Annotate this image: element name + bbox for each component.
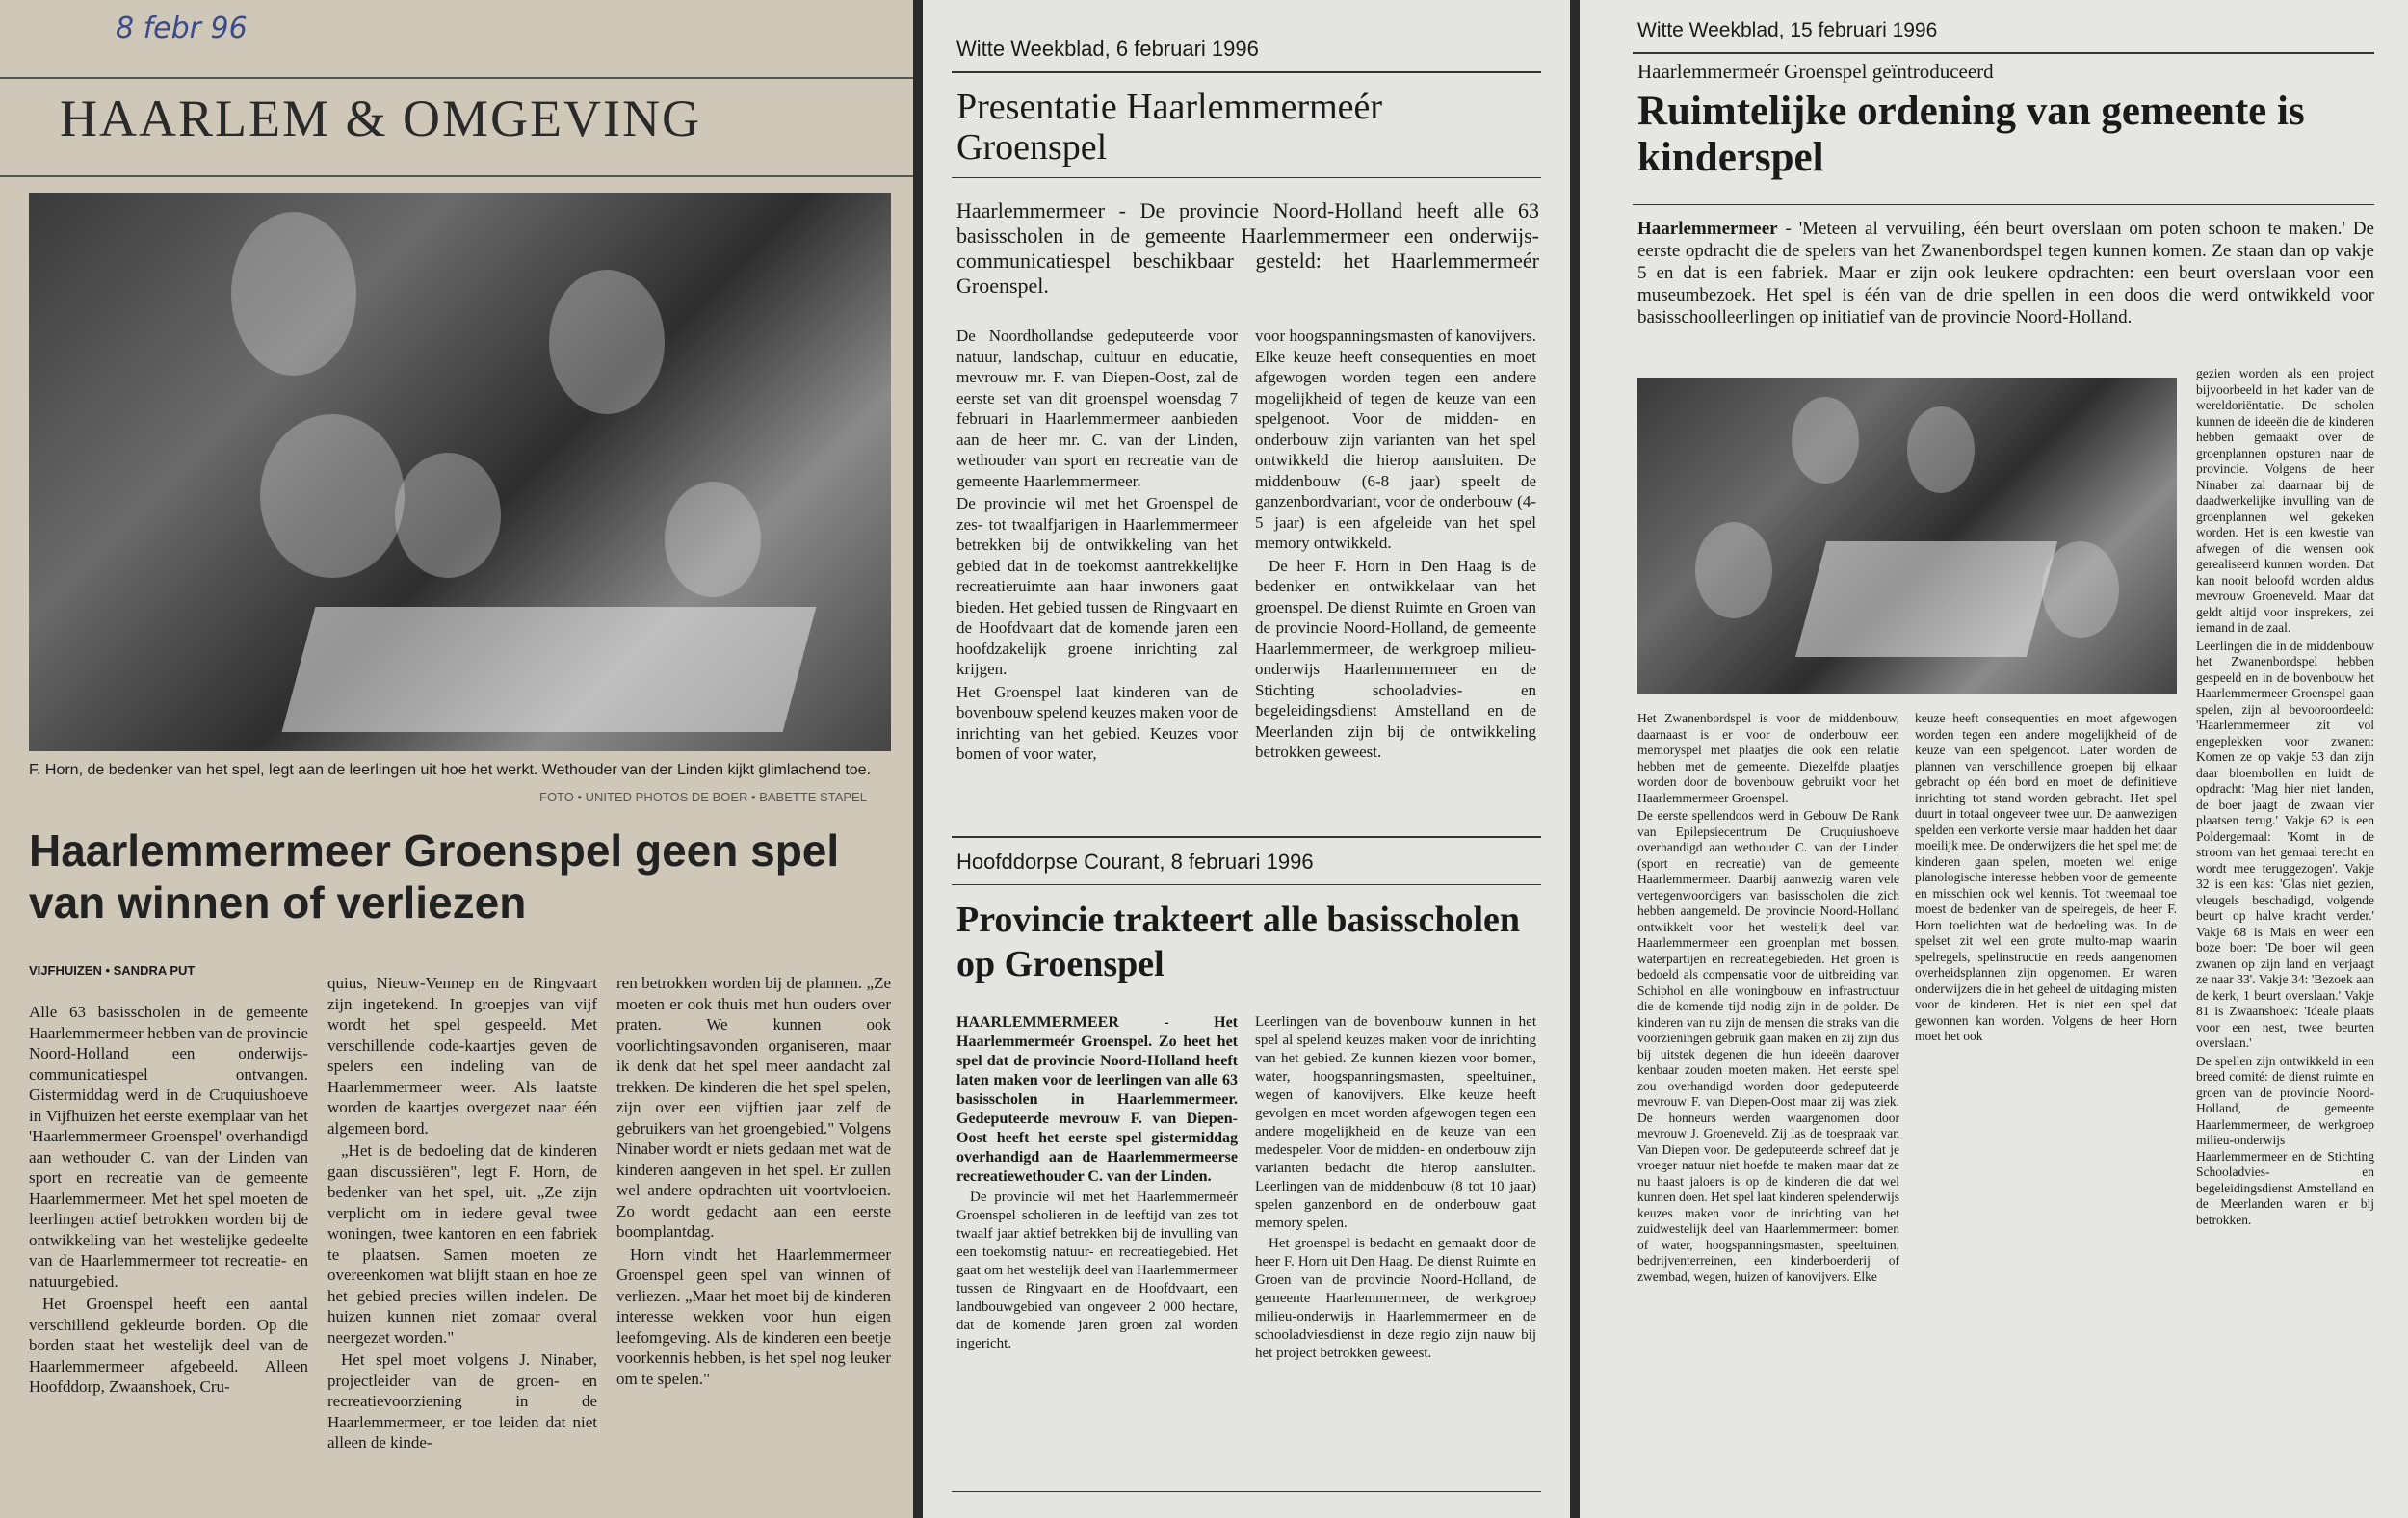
lead-text: - 'Meteen al vervuiling, één beurt overslaan om poten schoon te maken.' De eerste opdracht die de spelers van het Zwanenbordspel tegen kunnen komen. Ze staan dan op vakje 5 en dat is een fabriek. Maar er zijn ook leukere opdrachten: een beurt overslaan voor een museumbezoek. Het spel is één van de drie spellen in een doos die werd ontwikkeld voor basisschoolleerlingen op initiatief van de provincie Noord-Holland. [1637, 219, 2374, 327]
article-column-1 [956, 1013, 1238, 1355]
news-photo [29, 193, 891, 751]
section-header: HAARLEM & OMGEVING [60, 90, 701, 147]
paragraph: keuze heeft consequenties en moet afgewogen worden tegen een andere mogelijkheid of de keuze van een spelgenoot. Later worden de plannen van verschillende groepen bij elkaar gebracht op één bord en moet de definitieve inrichting tot stand worden gebracht. Het spel duurt in totaal ongeveer twee uur. De aanwezigen spelden een verkorte versie maar hadden het daar moeilijk mee. De onderwijzers die het spel met de kinderen gaan spelen, moeten wel enige planologische interesse hebben voor de gemeente en misschien ook wel kennis. Tot tweemaal toe moest de bedenker van de spelregels, de heer F. Horn toelichten wat de bedoeling was. In de spelset zit wel een grote multo-map waarin spelregels, spelinstructie en reeds aangenomen overheidsplannen zijn opgenomen. Er waren onderwijzers die in het geheel de uitdaging misten voor de kinderen. Het is niet een spel dat gewonnen kan worden. Volgens de heer Horn moet het ook [1915, 711, 2177, 1043]
photo-credit: FOTO • UNITED PHOTOS DE BOER • BABETTE STAPEL [539, 790, 867, 804]
article-lower-column-2 [1915, 711, 2177, 1047]
news-photo [1637, 378, 2177, 694]
paragraph: ren betrokken worden bij de plannen. „Ze moeten er ook thuis met hun ouders over praten. We kunnen ook voorlichtingsavonden organiseren, maar ik denk dat het spel meer aandacht zal trekken. De kinderen die het spel spelen, zijn over een vijftien jaar zelf de gebruikers van het groengebied." Volgens Ninaber wordt er niets gedaan met wat de kinderen aangeven in het spel. Er zullen wel andere opdrachten uit voortvloeien. Zo wordt gedacht aan een eerste boomplantdag. [616, 974, 891, 1241]
photo-caption: F. Horn, de bedenker van het spel, legt aan de leerlingen uit hoe het werkt. Wethouder van der Linden kijkt glimlachend toe. [29, 762, 872, 778]
paragraph: Leerlingen van de bovenbouw kunnen in het spel al spelend keuzes maken voor de inrichting van het gebied. Ze kunnen kiezen voor bomen, water, hoogspanningsmasten, speeltuinen, wegen of kanovijvers. Elke keuze heeft gevolgen en moet worden afgewogen tegen een andere mogelijkheid en de keuze van een medespeler. Voor de midden- en onderbouw zijn varianten bedacht die hierop aansluiten. Leerlingen van de middenbouw (8 tot 10 jaar) spelen ganzenbord en de onderbouw gaat memory spelen. [1255, 1014, 1536, 1231]
paragraph: De heer F. Horn in Den Haag is de bedenker en ontwikkelaar van het groenspel. De dienst Ruimte en Groen van de provincie Noord-Holland, de gemeente Haarlemmermeer, de werkgroep milieu-onderwijs Haarlemmermeer en de Stichting schooladvies- en begeleidingsdienst Amstelland en de Meerlanden zijn bij de ontwikkeling betrokken geweest. [1255, 556, 1536, 761]
paragraph: Alle 63 basisscholen in de gemeente Haarlemmermeer hebben van de provincie Noord-Holland een onderwijs-communicatiespel ontvangen. Gistermiddag werd in de Cruquiushoeve in Vijfhuizen het eerste exemplaar van het 'Haarlemmermeer Groenspel' overhandigd aan wethouder C. van der Linden van sport en recreatie van de gemeente Haarlemmermeer. Met het spel moeten de leerlingen actief betrokken worden bij de ontwikkeling van het westelijke gedeelte van de Haarlemmermeer tot recreatie- en natuurgebied. [29, 1003, 308, 1291]
article-column-3 [616, 973, 891, 1391]
section-rule [0, 77, 913, 79]
paragraph: gezien worden als een project bijvoorbeeld in het kader van de wereldoriëntatie. De scholen kunnen de ideeën die de kinderen hebben gemaakt over de groenplannen opsturen naar de provincie. Volgens de heer Ninaber zal daarnaar bij de daadwerkelijke invulling van de groenplannen wel gekeken worden. Het is een kwestie van afwegen of die wensen ook gerealiseerd kunnen worden. Dat kan nooit beloofd worden aldus mevrouw Groeneveld. Maar dat geldt altijd voor insprekers, zei iemand in de zaal. [2196, 366, 2374, 635]
divider [1633, 204, 2374, 205]
article-column-2 [1255, 326, 1536, 765]
handwritten-date: 8 febr 96 [116, 12, 248, 45]
headline-provincie-trakteert: Provincie trakteert alle basisscholen op Groenspel [956, 900, 1521, 984]
divider [952, 884, 1541, 885]
clipping-witte-weekblad-hoofddorpse-courant [923, 0, 1570, 1518]
headline-presentatie: Presentatie Haarlemmermeér Groenspel [956, 87, 1383, 168]
headline: Haarlemmermeer Groenspel geen spel van winnen of verliezen [29, 825, 840, 928]
paragraph: „Het is de bedoeling dat de kinderen gaan discussiëren", legt F. Horn, de bedenker van het spel, uit. „Ze zijn verplicht om in iedere geval twee woningen, twee kantoren en een fabriek te plaatsen. Samen moeten ze overeenkomen wat blijft staan en hoe ze het gebied precies willen indelen. De huizen kunnen niet zomaar overal neergezet worden." [327, 1141, 597, 1347]
paragraph: De provincie wil met het Groenspel de zes- tot twaalfjarigen in Haarlemmermeer betrekken bij de ontwikkeling van het gebied dat in de toekomst aantrekkelijke recreatieruimte aan haar inwoners gaat bieden. Het gebied tussen de Ringvaart en de Hoofdvaart dat de komende jaren een hoofdzakelijk groene inrichting zal krijgen. [956, 494, 1238, 678]
divider [952, 177, 1541, 178]
lead-paragraph [1637, 218, 2374, 328]
article-column-1 [956, 326, 1238, 767]
paragraph: Het spel moet volgens J. Ninaber, projectleider van de groen- en recreatievoorziening in de Haarlemmermeer, er toe leiden dat niet alleen de kinde- [327, 1350, 597, 1452]
paragraph: De provincie wil met het Haarlemmermeér Groenspel scholieren in de leeftijd van zes tot twaalf jaar aktief betrekken bij de invulling van een toekomstig natuur- en recreatiegebied. Het gaat om het westelijk deel van Haarlemmermeer tussen de Ringvaart en de Hoofdvaart, een landbouwgebied van ongeveer 2 000 hectare, dat de komende jaren groen zal worden ingericht. [956, 1190, 1238, 1351]
paragraph: De Noordhollandse gedeputeerde voor natuur, landschap, cultuur en educatie, mevrouw mr. F. van Diepen-Oost, zal de eerste set van dit groenspel woensdag 7 februari in Haarlemmermeer aanbieden aan de heer mr. C. van der Linden, wethouder van sport en recreatie van de gemeente Haarlemmermeer. [956, 327, 1238, 490]
divider [952, 71, 1541, 73]
paragraph: quius, Nieuw-Vennep en de Ringvaart zijn ingetekend. In groepjes van vijf wordt het spel gespeeld. Met verschillende code-kaartjes geven de spelers een indeling van de Haarlemmermeer weer. Als laatste worden de kaartjes overgezet naar één algemeen bord. [327, 974, 597, 1138]
paragraph: Het Zwanenbordspel is voor de middenbouw, daarnaast is er voor de onderbouw een memoryspel met plaatjes die ook een relatie hebben met de gemeente. Diezelfde plaatjes worden door de bovenbouw gebruikt voor het Haarlemmermeer Groenspel. [1637, 711, 1899, 805]
clipping-haarlems-dagblad [0, 0, 913, 1518]
article-right-column [2196, 366, 2374, 1230]
kicker: Haarlemmermeér Groenspel geïntroduceerd [1637, 60, 1994, 83]
paragraph: Leerlingen die in de middenbouw het Zwanenbordspel hebben gespeeld en in de bovenbouw het Haarlemmermeer Groenspel gaan spelen, zijn al bevooroordeeld: 'Haarlemmermeer zit vol engeplekken voor zwanen: Komen ze op vakje 53 dan zijn daar bloembollen en luidt de opdracht: 'Mag hier niet landen, de boer jaagt de zwaan vier plaatsen terug.' Vakje 62 is een Poldergemaal: 'Komt in de stroom van het gemaal terecht en wordt mee teruggezogen'. Vakje 32 is een kas: 'Glas niet gezien, vleugels beschadigd, volgende beurt op halve kracht verder.' Vakje 68 is Mais en weer een boze boer: 'De boer wil geen zwanen op zijn land en verjaagt ze naar 33'. Vakje 34: 'Bezoek aan de kerk, 1 beurt overslaan.' Vakje 81 is Zwaanshoek: 'Ideale plaats voor een nest, twee beurten overslaan.' [2196, 638, 2374, 1050]
paragraph: HAARLEMMERMEER - Het Haarlemmermeér Groenspel. Zo heet het spel dat de provincie Noord-Holland heeft laten maken voor de leerlingen van alle 63 basisscholen in Haarlemmermeer. Gedeputeerde mevrouw F. van Diepen-Oost heeft het eerste spel gistermiddag overhandigd aan de Haarlemmermeerse recreatiewethouder C. van der Linden. [956, 1014, 1238, 1185]
paragraph: De eerste spellendoos werd in Gebouw De Rank van Epilepsiecentrum De Cruquiushoeve overhandigd aan wethouder C. van der Linden (sport en recreatie) van de gemeente Haarlemmermeer. Daarbij aanwezig waren vele vertegenwoordigers van basisscholen die zich hebben aangemeld. De provincie Noord-Holland ontwikkelt voor het westelijk deel van Haarlemmermeer een groenplan met bossen, waterpartijen en recreatiegebieden. Het groen is bedoeld als compensatie voor de uitbreiding van Schiphol en alle woningbouw en infrastructuur die de komende tijd nodig zijn in de polder. De kinderen van nu zijn de mensen die straks van die voorzieningen gebruik gaan maken en zij zijn dus bij uitstek degenen die hun ideeën daarover kenbaar zouden moeten maken. Het eerste spel zou overhandigd worden door gedeputeerde mevrouw F. van Diepen-Oost maar zij was ziek. De honneurs werden waargenomen door mevrouw J. Groeneveld. Zij las de toespraak van Van Diepen voor. De gedeputeerde schreef dat je vroeger natuur niet hoefde te maken maar dat ze nu haast jaloers is op de kinderen die dat wel kunnen doen. Het spel laat kinderen spelenderwijs keuzes maken voor de inrichting van het zuidwestelijk deel van Haarlemmermeer: bomen of water, hoogspanningsmasten, speeltuinen, bedrijventerreinen, een kinderboerderij of zwembad, wegen, huizen of kanovijvers. Elke [1637, 808, 1899, 1284]
clipping-witte-weekblad-15-feb [1580, 0, 2408, 1518]
divider [952, 836, 1541, 838]
headline: Ruimtelijke ordening van gemeente is kinderspel [1637, 89, 2305, 180]
paragraph: voor hoogspanningsmasten of kanovijvers. Elke keuze heeft consequenties en moet afgewogen worden tegen een andere mogelijkheid of tegen de keuze van een spelgenoot. Voor de midden- en onderbouw zijn varianten van het spel ontwikkeld die hierop aansluiten. De middenbouw (6-8 jaar) speelt de ganzenbordvariant, voor de onderbouw (4-5 jaar) is een afgeleide van het spel memory ontwikkeld. [1255, 327, 1536, 552]
paragraph: Het groenspel is bedacht en gemaakt door de heer F. Horn uit Den Haag. De dienst Ruimte en Groen van de provincie Noord-Holland, de gemeente Haarlemmermeer, de werkgroep milieu-onderwijs in Haarlemmermeer en de schooladviesdienst in deze regio zijn nauw bij het project betrokken geweest. [1255, 1236, 1536, 1361]
paragraph: Het Groenspel heeft een aantal verschillend gekleurde borden. Op die borden staat het westelijk deel van de Haarlemmermeer afgebeeld. Alleen Hoofddorp, Zwaanshoek, Cru- [29, 1295, 308, 1396]
paragraph: Horn vindt het Haarlemmermeer Groenspel geen spel van winnen of verliezen. „Maar het moet bij de kinderen interesse wekken voor hun eigen leefomgeving. Als de kinderen een beetje voorkennis hebben, is het spel nog leuker om te spelen." [616, 1244, 891, 1388]
article-column-2 [1255, 1013, 1536, 1365]
byline: VIJFHUIZEN • SANDRA PUT [29, 963, 196, 978]
source-hoofddorpse-courant: Hoofddorpse Courant, 8 februari 1996 [956, 850, 1314, 874]
article-lower-column-1 [1637, 711, 1899, 1287]
divider [952, 1491, 1541, 1492]
article-column-2 [327, 973, 597, 1455]
source-witte-weekblad: Witte Weekblad, 15 februari 1996 [1637, 19, 1938, 41]
paragraph: De spellen zijn ontwikkeld in een breed comité: de dienst ruimte en groen van de provincie Noord-Holland, de gemeente Haarlemmermeer, de werkgroep milieu-onderwijs Haarlemmermeer en de Stichting Schooladvies- en begeleidingsdienst Amstelland en de Meerlanden waren er bij betrokken. [2196, 1053, 2374, 1227]
source-witte-weekblad: Witte Weekblad, 6 februari 1996 [956, 37, 1259, 61]
lead-place: Haarlemmermeer [1637, 219, 1778, 239]
lead-paragraph: Haarlemmermeer - De provincie Noord-Holland heeft alle 63 basisscholen in de gemeente Haarlemmermeer een onderwijs-communicatiespel beschikbaar gesteld: het Haarlemmermeér Groenspel. [956, 198, 1539, 298]
divider [1633, 52, 2374, 54]
article-column-1 [29, 1002, 308, 1400]
section-rule-bottom [0, 175, 913, 177]
paragraph: Het Groenspel laat kinderen van de bovenbouw spelend keuzes maken voor de inrichting van het gebied. Keuzes voor bomen of voor water, [956, 682, 1238, 763]
